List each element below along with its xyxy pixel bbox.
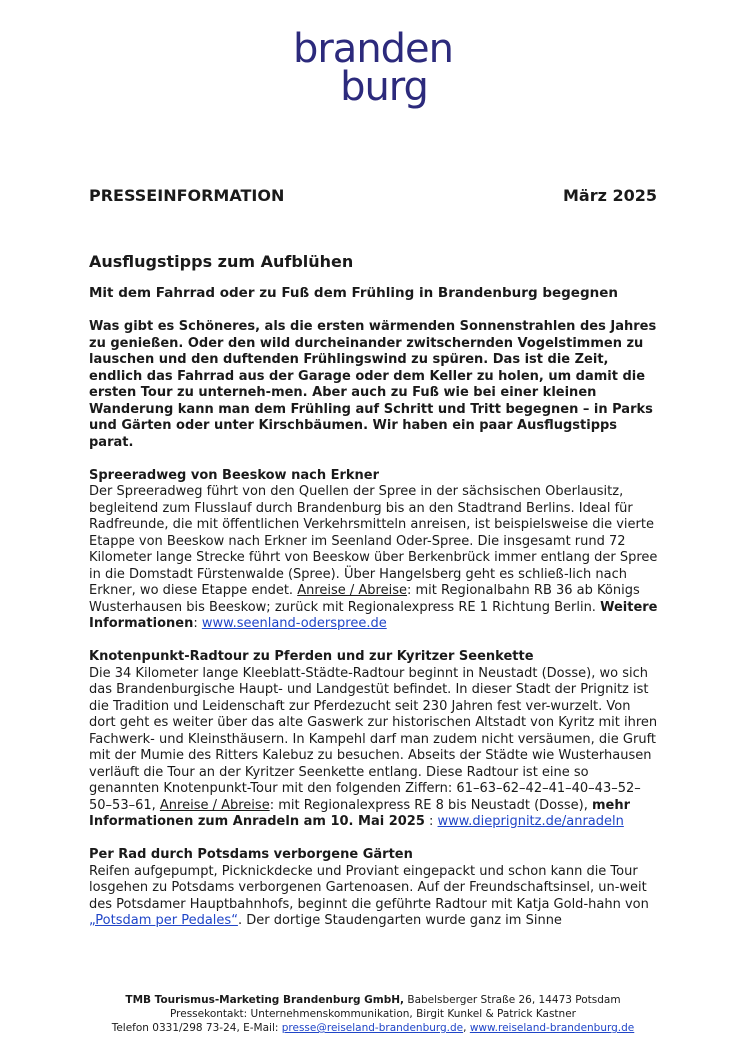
footer-website-link[interactable]: www.reiseland-brandenburg.de — [469, 1022, 635, 1034]
section-body: Reifen aufgepumpt, Picknickdecke und Proviant eingepackt und schon kann die Tour losgehen zu Potsdams verborgenen Gartenoasen. Auf der Freundschaftsinsel, un-weit des Potsdamer Hauptbahnhofs, beginnt die geführte Radtour mit Katja Gold-hahn von — [89, 863, 649, 912]
footer-email-link[interactable]: presse@reiseland-brandenburg.de — [281, 1022, 464, 1034]
prignitz-link[interactable]: www.dieprignitz.de/anradeln — [437, 814, 624, 829]
section-text — [89, 484, 659, 633]
seenland-link[interactable]: www.seenland-oderspree.de — [201, 616, 387, 631]
footer-company: TMB Tourismus-Marketing Brandenburg GmbH, — [125, 994, 405, 1006]
footer-contact: Pressekontakt: Unternehmenskommunikation, Birgit Kunkel & Patrick Kastner — [170, 1008, 576, 1020]
info-separator: : — [193, 616, 202, 631]
section-spreeradweg — [89, 468, 659, 633]
page-subtitle: Mit dem Fahrrad oder zu Fuß dem Frühling in Brandenburg begegnen — [89, 285, 618, 301]
intro-paragraph: Was gibt es Schöneres, als die ersten wärmenden Sonnenstrahlen des Jahres zu genießen. Oder den wild durcheinander zwitschernden Vogelstimmen zu lauschen und den duftenden Frühlingswind zu spüren. Das ist die Zeit, endlich das Fahrrad aus der Garage oder dem Keller zu holen, um damit die ersten Tour zu unterneh-men. Aber auch zu Fuß wie bei einer kleinen Wanderung kann man dem Frühling auf Schritt und Tritt begegnen – in Parks und Gärten oder unter Kirschbäumen. Wir haben ein paar Ausflugstipps parat. — [89, 319, 657, 450]
anreise-label: Anreise / Abreise — [297, 583, 407, 598]
document-date: März 2025 — [562, 186, 657, 205]
footer-line-phone — [0, 1021, 746, 1035]
section-body: Die 34 Kilometer lange Kleeblatt-Städte-Radtour beginnt in Neustadt (Dosse), wo sich das Brandenburgische Haupt- und Landgestüt befindet. In dieser Stadt der Prignitz ist die Tradition und Leidenschaft zur Pferdezucht seit 230 Jahren fest ver-wurzelt. Von dort geht es weiter über das alte Gaswerk zur historischen Altstadt von Kyritz mit ihren Fachwerk- und Kleinsthäusern. In Kampehl darf man zudem nicht versäumen, die Gruft mit der Mumie des Ritters Kalebuz zu besuchen. Abseits der Städte wie Wusterhausen verläuft die Tour an der Kyritzer Seenkette entlang. Diese Radtour ist eine so genannten Knotenpunkt-Tour mit den folgenden Ziffern: 61–63–62–42–41–40–43–52–50–53–61, — [89, 665, 658, 813]
anreise-label: Anreise / Abreise — [159, 797, 270, 813]
header-row — [89, 186, 657, 205]
footer-phone: Telefon 0331/298 73-24, E-Mail: — [111, 1022, 282, 1034]
section-text — [89, 666, 659, 831]
page-title: Ausflugstipps zum Aufblühen — [89, 252, 354, 271]
info-separator: : — [424, 814, 438, 829]
document-type-label: PRESSEINFORMATION — [89, 186, 285, 205]
logo-line-2: burg — [340, 64, 428, 110]
section-after: . Der dortige Staudengarten wurde ganz im Sinne — [237, 913, 562, 928]
anreise-text: : mit Regionalbahn RB 36 ab Königs Wusterhausen bis Beeskow; zurück mit Regionalexpress RE 1 Richtung Berlin. — [89, 583, 640, 615]
info-label: mehr Informationen zum Anradeln am 10. Mai 2025 — [89, 797, 631, 829]
footer-line-company — [0, 993, 746, 1007]
info-label: Weitere Informationen — [89, 599, 658, 631]
section-potsdam — [89, 847, 659, 930]
section-knotenpunkt — [89, 649, 659, 831]
brandenburg-logo — [0, 26, 746, 110]
section-heading: Spreeradweg von Beeskow nach Erkner — [89, 467, 380, 483]
footer-address: Babelsberger Straße 26, 14473 Potsdam — [404, 994, 621, 1006]
section-body: Der Spreeradweg führt von den Quellen der Spree in der sächsischen Oberlausitz, begleitend zum Flusslauf durch Brandenburg bis an den Stadtrand Berlins. Ideal für Radfreunde, die mit öffentlichen Verkehrsmitteln anreisen, ist beispielsweise die vierte Etappe von Beeskow nach Erkner im Seenland Oder-Spree. Die insgesamt rund 72 Kilometer lange Strecke führt von Beeskow über Berkenbrück immer entlang der Spree in die Domstadt Fürstenwalde (Spree). Über Hangelsberg geht es schließ-lich nach Erkner, wo diese Etappe endet. — [89, 484, 658, 598]
section-heading: Knotenpunkt-Radtour zu Pferden und zur Kyritzer Seenkette — [89, 649, 534, 664]
page-footer — [0, 993, 746, 1035]
anreise-text: : mit Regionalexpress RE 8 bis Neustadt (Dosse), — [269, 797, 592, 813]
section-heading: Per Rad durch Potsdams verborgene Gärten — [89, 847, 413, 862]
potsdam-per-pedales-link[interactable]: „Potsdam per Pedales“ — [89, 913, 238, 928]
section-text — [89, 864, 659, 930]
article-body — [89, 319, 659, 946]
footer-separator: , — [463, 1022, 470, 1034]
logo-line-1: branden — [292, 26, 454, 72]
